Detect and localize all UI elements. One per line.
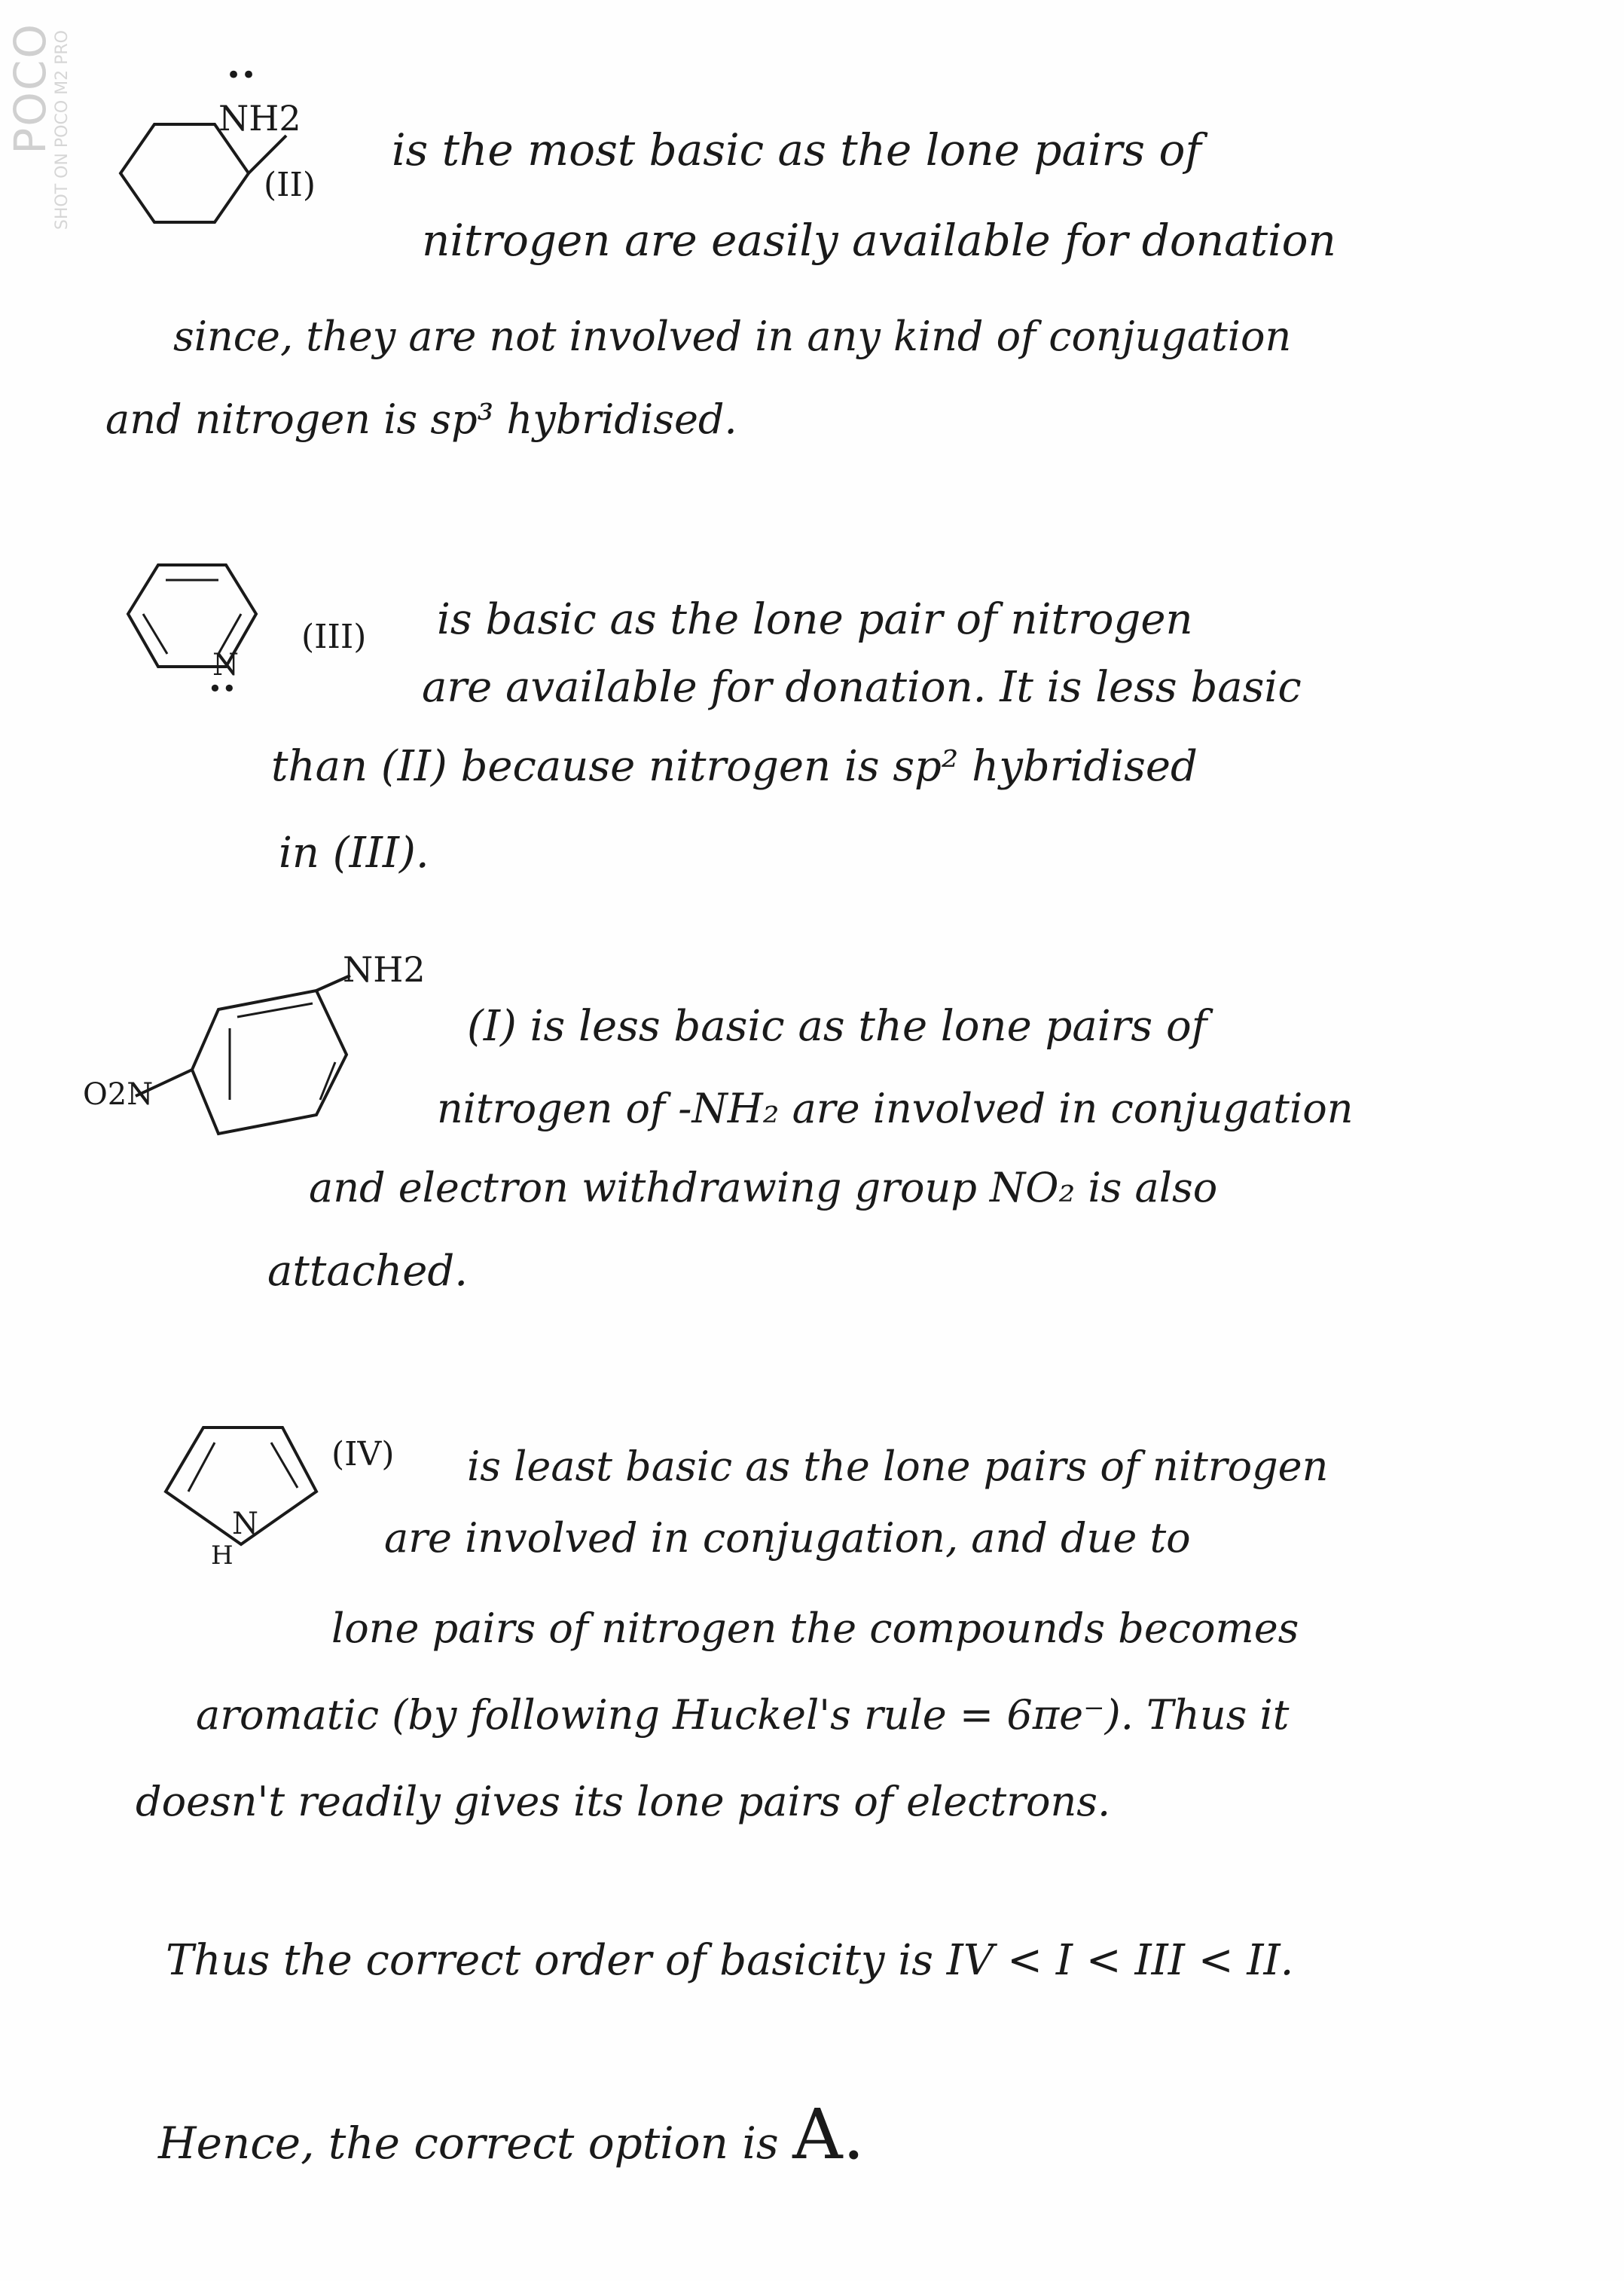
p2-line-2: are available for donation. It is less basic	[422, 663, 1302, 712]
pyrrole-ring-drawing	[143, 1409, 339, 1582]
cyclohexylamine-lone-pair: ••	[226, 60, 257, 90]
nitroaniline-nh2: NH2	[343, 949, 426, 990]
p1-line-1: is the most basic as the lone pairs of	[392, 124, 1201, 176]
pyridine-lone-pair: ••	[208, 674, 237, 703]
p1-line-4: and nitrogen is sp³ hybridised.	[105, 395, 737, 443]
p2-line-3: than (II) because nitrogen is sp² hybridised	[271, 742, 1198, 791]
nitroaniline-ring-drawing	[166, 972, 407, 1153]
p4-line-5: doesn't readily gives its lone pairs of electrons.	[136, 1778, 1111, 1825]
cyclohexylamine-label: (II)	[264, 166, 316, 204]
p1-line-2: nitrogen are easily available for donation	[422, 215, 1336, 266]
watermark-brand: POCO	[5, 23, 56, 154]
pyrrole-label: (IV)	[331, 1435, 395, 1473]
nitroaniline-structure	[166, 972, 407, 1153]
p4-line-2: are involved in conjugation, and due to	[384, 1514, 1191, 1562]
pyrrole-n: N	[232, 1507, 258, 1541]
p1-line-3: since, they are not involved in any kind of conjugation	[173, 313, 1292, 360]
pyrrole-structure	[143, 1409, 339, 1582]
pyridine-n: N	[212, 648, 239, 682]
pyridine-structure	[113, 542, 294, 708]
cyclohexylamine-nh2: NH2	[218, 98, 301, 139]
p2-line-4: in (III).	[279, 829, 429, 878]
p2-line-1: is basic as the lone pair of nitrogen	[437, 595, 1193, 644]
pyridine-label: (III)	[301, 618, 367, 656]
p4-line-4: aromatic (by following Huckel's rule = 6πe⁻). Thus it	[196, 1691, 1290, 1739]
answer-option: A.	[792, 2094, 865, 2175]
nitroaniline-o2n: O2N	[83, 1077, 154, 1112]
pyridine-ring-drawing	[113, 542, 294, 708]
p3-line-3: and electron withdrawing group NO₂ is also	[309, 1164, 1218, 1211]
p3-line-2: nitrogen of -NH₂ are involved in conjugation	[437, 1085, 1354, 1132]
p3-line-4: attached.	[267, 1247, 468, 1296]
p4-line-3: lone pairs of nitrogen the compounds becomes	[331, 1605, 1299, 1652]
answer-prefix: Hence, the correct option is	[158, 2118, 779, 2169]
watermark-subtext: SHOT ON POCO M2 PRO	[53, 30, 72, 231]
answer-line	[158, 2094, 865, 2175]
conclusion-line: Thus the correct order of basicity is IV < I < III < II.	[166, 1936, 1294, 1985]
p4-line-1: is least basic as the lone pairs of nitrogen	[467, 1443, 1329, 1490]
pyrrole-h: H	[211, 1541, 234, 1571]
p3-line-1: (I) is less basic as the lone pairs of	[467, 1002, 1207, 1051]
